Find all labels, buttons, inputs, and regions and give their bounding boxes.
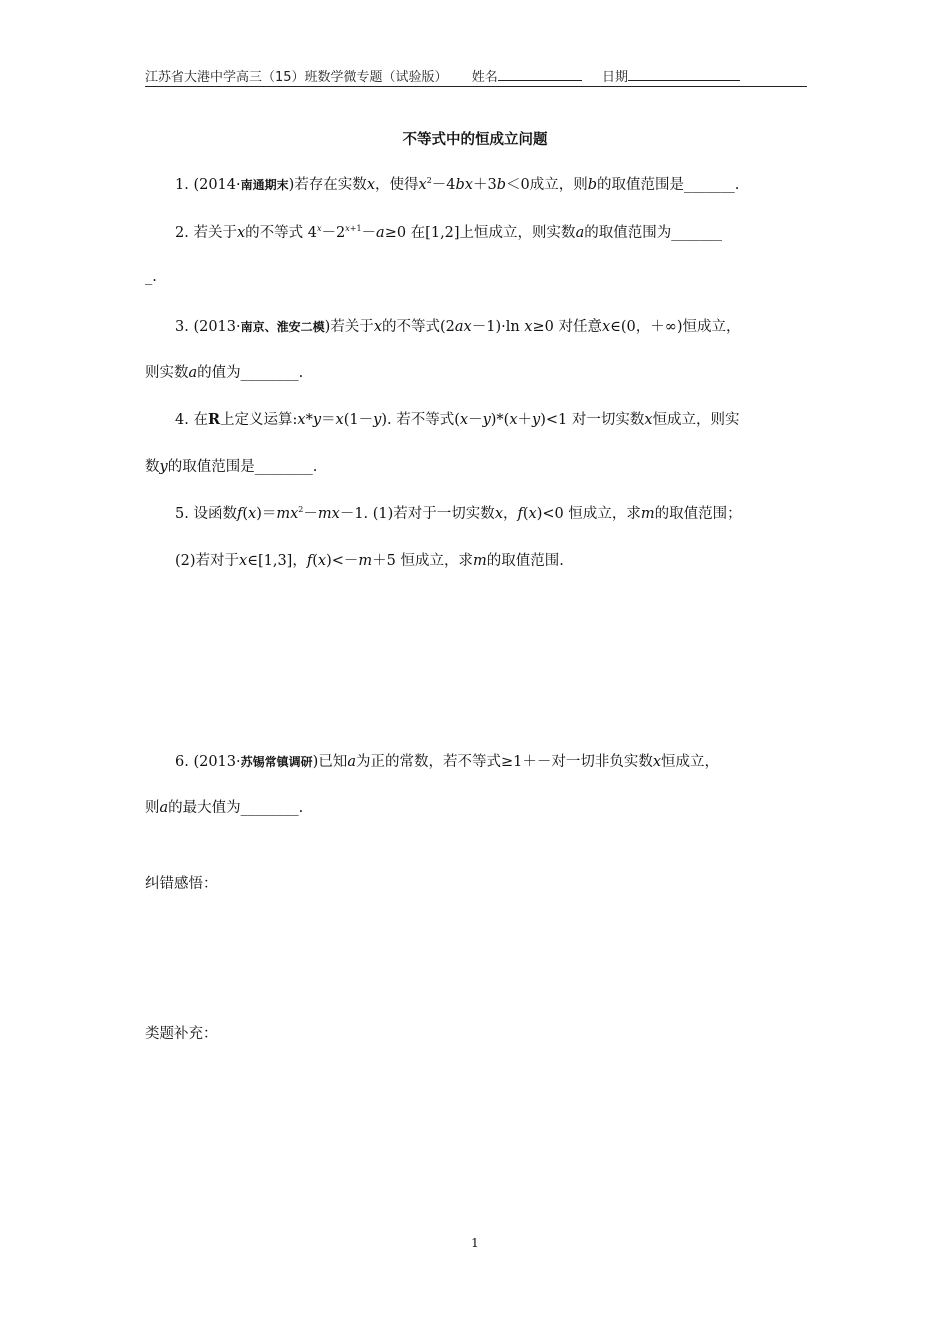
name-label: 姓名 (471, 70, 498, 85)
problem-2: 2. 若关于x的不等式 $4^x-2^{x+1}-a\ge 0$ 在[1,2]上恒成立，则实数a的取值范围为_______ (175, 224, 722, 241)
error-reflection-heading: 纠错感悟： (145, 876, 218, 892)
problem-6-cont: 则a的最大值为________. (145, 800, 304, 816)
page-header (145, 66, 807, 87)
page-number: 1 (471, 1236, 479, 1250)
problem-1: 1. (2014·南通期末)若存在实数x，使得$x^2-4bx+3b<0$成立，则b的取值范围是_______. (175, 176, 740, 193)
problem-2-cont: _. (145, 269, 157, 285)
page-title: 不等式中的恒成立问题 (402, 132, 548, 148)
problem-4-cont: 数y的取值范围是________. (145, 459, 318, 475)
name-blank (498, 67, 582, 81)
similar-problems-heading: 类题补充： (145, 1026, 218, 1042)
problem-3: 3. (2013·南京、淮安二模)若关于x的不等式(2ax－1)·ln x≥0 对任意x∈(0，＋∞)恒成立， (175, 319, 741, 335)
date-label: 日期 (601, 70, 628, 85)
problem-3-cont: 则实数a的值为________. (145, 365, 304, 381)
problem-source: 南京、淮安二模 (240, 320, 325, 334)
problem-5: 5. 设函数$f(x)=mx^2-mx-1$. (1)若对于一切实数x，f(x)<0 恒成立，求m的取值范围； (175, 505, 742, 522)
problem-4: 4. 在R上定义运算:x*y＝x(1－y). 若不等式(x－y)*(x＋y)<1 对一切实数x恒成立，则实 (175, 411, 740, 428)
course-title: 江苏省大港中学高三（15）班数学微专题（试验版） (145, 70, 448, 85)
problem-5-part-2: (2)若对于x∈[1,3]，f(x)<－m＋5 恒成立，求m的取值范围. (175, 553, 564, 569)
problem-source: 苏锡常镇调研 (240, 755, 313, 769)
date-blank (628, 67, 740, 81)
problem-source: 南通期末 (240, 178, 289, 192)
problem-6: 6. (2013·苏锡常镇调研)已知a为正的常数，若不等式≥1＋－对一切非负实数x恒成立， (175, 754, 720, 770)
